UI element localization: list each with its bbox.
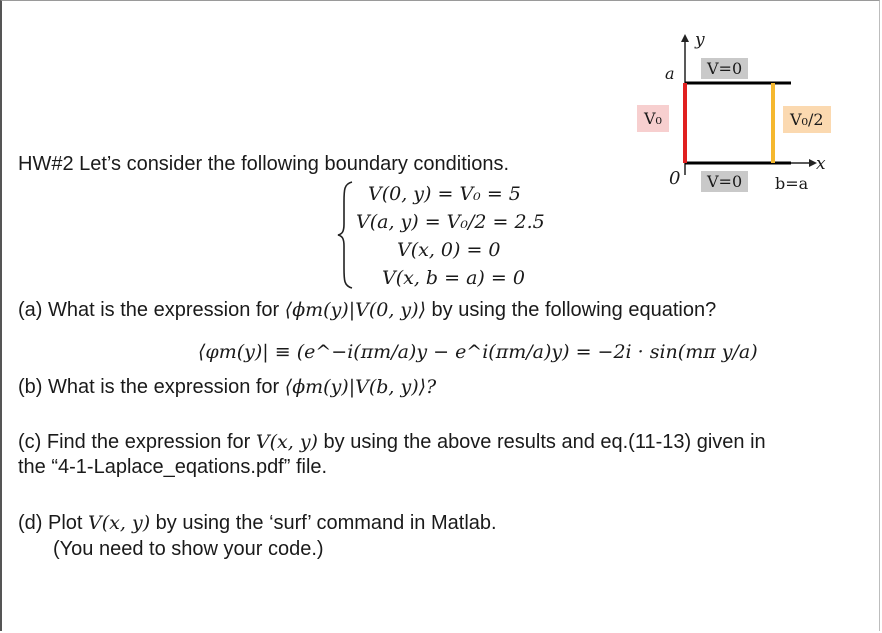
question-a xyxy=(18,298,716,322)
a-label: a xyxy=(665,64,675,83)
question-a-prefix: (a) What is the expression for xyxy=(18,299,280,321)
equation-line xyxy=(198,334,758,370)
question-d-prefix: (d) Plot xyxy=(18,512,83,534)
origin-label: 0 xyxy=(669,168,681,189)
question-d-line1 xyxy=(18,511,497,535)
question-d-var: V(x, y) xyxy=(88,512,151,534)
question-b-bracket: ⟨ϕm(y)|V(b, y)⟩? xyxy=(284,376,437,398)
question-d-line2: (You need to show your code.) xyxy=(53,538,324,560)
conditions-brace xyxy=(336,180,356,290)
condition-1: V(0, y) = V₀ = 5 xyxy=(368,183,521,205)
condition-4: V(x, b = a) = 0 xyxy=(382,267,525,289)
question-c-line2: the “4-1-Laplace_eqations.pdf” file. xyxy=(18,456,328,478)
ba-label: b=a xyxy=(775,174,809,193)
question-b xyxy=(18,375,436,399)
question-b-prefix: (b) What is the expression for xyxy=(18,376,280,398)
question-c-suffix: by using the above results and eq.(11-13) given in xyxy=(323,431,766,453)
y-axis-label: y xyxy=(695,30,705,50)
right-boundary-label: V₀/2 xyxy=(783,106,831,133)
bottom-boundary-label: V=0 xyxy=(701,171,748,192)
left-boundary-label: V₀ xyxy=(637,105,669,132)
question-a-bracket: ⟨ϕm(y)|V(0, y)⟩ xyxy=(284,299,426,321)
question-c-line1 xyxy=(18,430,766,454)
condition-2: V(a, y) = V₀/2 = 2.5 xyxy=(356,211,545,233)
boundary-diagram xyxy=(625,30,875,205)
hw-intro: HW#2 Let’s consider the following boundary conditions. xyxy=(18,153,510,175)
x-axis-label: x xyxy=(816,154,826,174)
y-axis-arrow xyxy=(681,34,689,42)
equation-mid: (e^−i(πm/a)y − e^i(πm/a)y) xyxy=(296,341,570,363)
question-c-var: V(x, y) xyxy=(255,431,318,453)
condition-3: V(x, 0) = 0 xyxy=(397,239,501,261)
question-a-suffix: by using the following equation? xyxy=(431,299,717,321)
question-c-prefix: (c) Find the expression for xyxy=(18,431,251,453)
top-boundary-label: V=0 xyxy=(701,58,748,79)
question-d-suffix: by using the ‘surf’ command in Matlab. xyxy=(155,512,497,534)
equation-lhs: ⟨φm(y)| ≡ xyxy=(198,341,291,363)
equation-rhs: = −2i · sin(mπ y/a) xyxy=(575,341,758,363)
